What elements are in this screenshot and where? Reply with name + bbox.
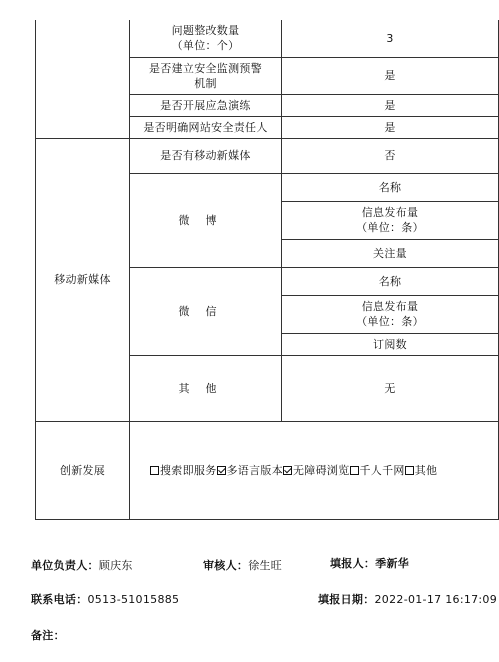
emergency-drill-value: 是 xyxy=(282,94,499,116)
checkbox-checked-icon xyxy=(283,466,292,475)
issue-count-label xyxy=(130,20,282,57)
has-new-media-label: 是否有移动新媒体 xyxy=(130,138,282,173)
option-search-as-service[interactable]: 搜索即服务 xyxy=(150,464,217,477)
other-media-value: 无 xyxy=(282,355,499,421)
weibo-label: 微博 xyxy=(130,173,282,267)
table-row xyxy=(36,421,499,519)
security-officer-value: 是 xyxy=(282,116,499,138)
weibo-name-label: 名称 xyxy=(282,173,499,201)
checkbox-icon xyxy=(350,466,359,475)
report-table xyxy=(35,20,499,520)
checkbox-icon xyxy=(405,466,414,475)
monitoring-mechanism-value: 是 xyxy=(282,57,499,94)
wechat-label: 微信 xyxy=(130,267,282,355)
reviewer: 审核人：徐生旺 xyxy=(203,559,283,572)
monitoring-mechanism-label-line1: 是否建立安全监测预警 xyxy=(149,61,262,75)
monitoring-mechanism-label-line2: 机制 xyxy=(194,76,217,90)
filler: 填报人：季新华 xyxy=(330,557,410,570)
wechat-subscribers-label: 订阅数 xyxy=(282,333,499,355)
monitoring-mechanism-label xyxy=(130,57,282,94)
innovation-options xyxy=(130,421,499,519)
wechat-posts-label-line1: 信息发布量 xyxy=(361,300,419,313)
has-new-media-value: 否 xyxy=(282,138,499,173)
security-officer-label: 是否明确网站安全责任人 xyxy=(130,116,282,138)
weibo-posts-label xyxy=(282,201,499,239)
checkbox-icon xyxy=(150,466,159,475)
weibo-followers-label: 关注量 xyxy=(282,239,499,267)
option-accessibility[interactable]: 无障碍浏览 xyxy=(283,464,350,477)
remarks-label: 备注： xyxy=(31,629,65,642)
report-table-container xyxy=(35,20,498,520)
table-row xyxy=(36,20,499,57)
checkbox-checked-icon xyxy=(217,466,226,475)
innovation-label: 创新发展 xyxy=(36,421,130,519)
weibo-posts-label-line1: 信息发布量 xyxy=(361,206,419,219)
option-personalized-web[interactable]: 千人千网 xyxy=(350,464,405,477)
fill-date: 填报日期：2022-01-17 16:17:09 xyxy=(318,593,498,606)
mobile-media-section-label: 移动新媒体 xyxy=(36,138,130,421)
contact-phone: 联系电话：0513-51015885 xyxy=(31,593,180,606)
other-media-label: 其他 xyxy=(130,355,282,421)
option-other[interactable]: 其他 xyxy=(405,464,438,477)
issue-count-label-line2: （单位：个） xyxy=(171,39,240,53)
unit-head: 单位负责人：顾庆东 xyxy=(31,559,133,572)
issue-count-label-line1: 问题整改数量 xyxy=(171,24,240,38)
wechat-posts-label xyxy=(282,295,499,333)
table-row xyxy=(36,138,499,173)
wechat-posts-label-line2: （单位：条） xyxy=(356,315,424,328)
issue-count-value: 3 xyxy=(282,20,499,57)
emergency-drill-label: 是否开展应急演练 xyxy=(130,94,282,116)
option-multilingual[interactable]: 多语言版本 xyxy=(217,464,284,477)
wechat-name-label: 名称 xyxy=(282,267,499,295)
weibo-posts-label-line2: （单位：条） xyxy=(356,221,424,234)
blank-section-cell xyxy=(36,20,130,138)
